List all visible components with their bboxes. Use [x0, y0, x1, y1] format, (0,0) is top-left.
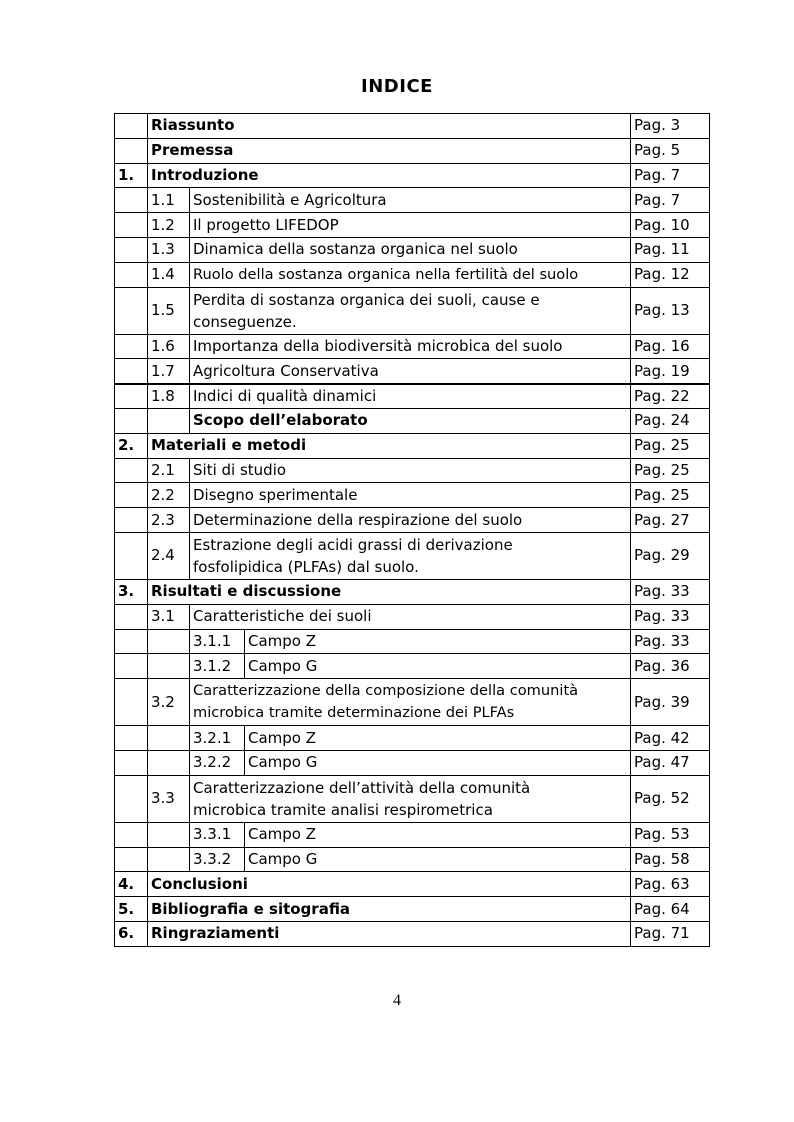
toc-number: 3.2.2	[190, 750, 245, 775]
toc-number: 4.	[115, 872, 148, 897]
toc-number: 2.	[115, 433, 148, 458]
toc-page: Pag. 5	[631, 138, 710, 163]
toc-page: Pag. 39	[631, 679, 710, 726]
toc-row	[115, 287, 710, 334]
toc-row	[115, 359, 710, 384]
toc-page: Pag. 25	[631, 458, 710, 483]
toc-row	[115, 847, 710, 872]
toc-number: 3.1	[148, 604, 190, 629]
toc-row	[115, 213, 710, 238]
toc-empty-cell	[115, 822, 148, 847]
toc-number: 3.	[115, 579, 148, 604]
toc-page: Pag. 10	[631, 213, 710, 238]
toc-page: Pag. 7	[631, 188, 710, 213]
toc-number: 2.1	[148, 458, 190, 483]
toc-number: 1.2	[148, 213, 190, 238]
toc-entry-title[interactable]: Campo G	[245, 847, 631, 872]
toc-row-riassunto	[115, 114, 710, 139]
toc-number: 5.	[115, 897, 148, 922]
toc-page: Pag. 16	[631, 334, 710, 359]
toc-entry-title[interactable]: Ringraziamenti	[148, 921, 631, 946]
toc-number: 1.5	[148, 287, 190, 334]
toc-entry-title[interactable]: Conclusioni	[148, 872, 631, 897]
toc-entry-title[interactable]: Caratteristiche dei suoli	[190, 604, 631, 629]
toc-row	[115, 508, 710, 533]
toc-row	[115, 334, 710, 359]
toc-number	[115, 138, 148, 163]
toc-empty-cell	[115, 458, 148, 483]
toc-empty-cell	[115, 408, 148, 433]
toc-entry-title[interactable]: Caratterizzazione dell’attività della comunità microbica tramite analisi respirometrica	[190, 775, 631, 822]
toc-number: 2.3	[148, 508, 190, 533]
toc-page: Pag. 64	[631, 897, 710, 922]
toc-page: Pag. 71	[631, 921, 710, 946]
toc-entry-title[interactable]: Riassunto	[148, 114, 631, 139]
toc-row-risultati	[115, 579, 710, 604]
toc-number: 3.3.1	[190, 822, 245, 847]
toc-number: 3.2	[148, 679, 190, 726]
toc-page: Pag. 63	[631, 872, 710, 897]
toc-page: Pag. 24	[631, 408, 710, 433]
toc-row	[115, 458, 710, 483]
toc-number: 1.1	[148, 188, 190, 213]
toc-empty-cell	[148, 654, 190, 679]
toc-row	[115, 679, 710, 726]
toc-page: Pag. 33	[631, 579, 710, 604]
toc-entry-title[interactable]: Sostenibilità e Agricoltura	[190, 188, 631, 213]
toc-page: Pag. 58	[631, 847, 710, 872]
toc-page: Pag. 42	[631, 726, 710, 751]
toc-entry-title[interactable]: Ruolo della sostanza organica nella fertilità del suolo	[190, 262, 631, 287]
toc-row-bibliografia	[115, 897, 710, 922]
toc-row	[115, 483, 710, 508]
toc-empty-cell	[115, 629, 148, 654]
toc-empty-cell	[115, 188, 148, 213]
toc-empty-cell	[115, 334, 148, 359]
toc-page: Pag. 27	[631, 508, 710, 533]
toc-row	[115, 237, 710, 262]
toc-empty-cell	[115, 604, 148, 629]
toc-entry-title[interactable]: Campo Z	[245, 629, 631, 654]
toc-row	[115, 384, 710, 409]
toc-entry-title[interactable]: Bibliografia e sitografia	[148, 897, 631, 922]
toc-row-ringraziamenti	[115, 921, 710, 946]
toc-entry-title[interactable]: Perdita di sostanza organica dei suoli, cause e conseguenze.	[190, 287, 631, 334]
toc-page: Pag. 25	[631, 433, 710, 458]
toc-entry-title[interactable]: Scopo dell’elaborato	[190, 408, 631, 433]
toc-page: Pag. 52	[631, 775, 710, 822]
toc-entry-title[interactable]: Campo Z	[245, 726, 631, 751]
toc-empty-cell	[148, 847, 190, 872]
toc-number: 3.1.1	[190, 629, 245, 654]
page-number: 4	[393, 992, 401, 1009]
toc-row	[115, 408, 710, 433]
toc-entry-title[interactable]: Dinamica della sostanza organica nel suolo	[190, 237, 631, 262]
toc-row	[115, 822, 710, 847]
toc-number: 1.7	[148, 359, 190, 384]
toc-number	[148, 408, 190, 433]
toc-empty-cell	[115, 359, 148, 384]
toc-row	[115, 262, 710, 287]
toc-entry-title[interactable]: Estrazione degli acidi grassi di derivazione fosfolipidica (PLFAs) dal suolo.	[190, 532, 631, 579]
toc-row	[115, 629, 710, 654]
toc-row	[115, 726, 710, 751]
toc-page: Pag. 11	[631, 237, 710, 262]
toc-number: 1.4	[148, 262, 190, 287]
toc-row	[115, 750, 710, 775]
toc-empty-cell	[115, 679, 148, 726]
toc-entry-title[interactable]: Il progetto LIFEDOP	[190, 213, 631, 238]
toc-page: Pag. 3	[631, 114, 710, 139]
toc-page: Pag. 53	[631, 822, 710, 847]
toc-entry-title[interactable]: Siti di studio	[190, 458, 631, 483]
toc-number: 1.8	[148, 384, 190, 409]
toc-empty-cell	[115, 508, 148, 533]
toc-empty-cell	[115, 847, 148, 872]
toc-row-conclusioni	[115, 872, 710, 897]
toc-row-premessa	[115, 138, 710, 163]
toc-number	[115, 114, 148, 139]
toc-empty-cell	[115, 532, 148, 579]
toc-number: 3.3.2	[190, 847, 245, 872]
toc-entry-title[interactable]: Caratterizzazione della composizione della comunità microbica tramite determinazione dei PLFAs	[190, 679, 631, 726]
toc-empty-cell	[148, 726, 190, 751]
toc-empty-cell	[148, 629, 190, 654]
toc-page: Pag. 29	[631, 532, 710, 579]
toc-page: Pag. 7	[631, 163, 710, 188]
toc-entry-title[interactable]: Campo Z	[245, 822, 631, 847]
toc-page: Pag. 33	[631, 629, 710, 654]
toc-number: 3.1.2	[190, 654, 245, 679]
toc-entry-title[interactable]: Introduzione	[148, 163, 631, 188]
toc-page: Pag. 13	[631, 287, 710, 334]
page-title: INDICE	[361, 76, 433, 97]
toc-number: 2.4	[148, 532, 190, 579]
toc-row-introduzione	[115, 163, 710, 188]
toc-number: 1.6	[148, 334, 190, 359]
toc-page: Pag. 33	[631, 604, 710, 629]
toc-entry-title[interactable]: Risultati e discussione	[148, 579, 631, 604]
toc-empty-cell	[115, 750, 148, 775]
toc-empty-cell	[115, 262, 148, 287]
toc-number: 6.	[115, 921, 148, 946]
toc-empty-cell	[148, 822, 190, 847]
toc-entry-title[interactable]: Materiali e metodi	[148, 433, 631, 458]
toc-number: 2.2	[148, 483, 190, 508]
toc-empty-cell	[115, 726, 148, 751]
toc-row	[115, 775, 710, 822]
toc-row	[115, 604, 710, 629]
toc-entry-title[interactable]: Campo G	[245, 750, 631, 775]
toc-entry-title[interactable]: Campo G	[245, 654, 631, 679]
toc-entry-title[interactable]: Determinazione della respirazione del suolo	[190, 508, 631, 533]
toc-empty-cell	[115, 654, 148, 679]
toc-row	[115, 188, 710, 213]
toc-empty-cell	[115, 237, 148, 262]
toc-number: 3.2.1	[190, 726, 245, 751]
toc-empty-cell	[115, 384, 148, 409]
toc-page: Pag. 25	[631, 483, 710, 508]
toc-entry-title[interactable]: Agricoltura Conservativa	[190, 359, 631, 384]
toc-row	[115, 532, 710, 579]
toc-page: Pag. 19	[631, 359, 710, 384]
toc-entry-title[interactable]: Disegno sperimentale	[190, 483, 631, 508]
toc-page: Pag. 47	[631, 750, 710, 775]
table-of-contents	[114, 113, 710, 947]
toc-empty-cell	[115, 483, 148, 508]
toc-row	[115, 654, 710, 679]
toc-empty-cell	[115, 287, 148, 334]
toc-number: 3.3	[148, 775, 190, 822]
toc-entry-title[interactable]: Importanza della biodiversità microbica del suolo	[190, 334, 631, 359]
toc-entry-title[interactable]: Indici di qualità dinamici	[190, 384, 631, 409]
toc-entry-title[interactable]: Premessa	[148, 138, 631, 163]
toc-row-materiali	[115, 433, 710, 458]
toc-page: Pag. 12	[631, 262, 710, 287]
toc-empty-cell	[148, 750, 190, 775]
toc-empty-cell	[115, 775, 148, 822]
toc-page: Pag. 36	[631, 654, 710, 679]
toc-number: 1.	[115, 163, 148, 188]
toc-page: Pag. 22	[631, 384, 710, 409]
toc-empty-cell	[115, 213, 148, 238]
toc-number: 1.3	[148, 237, 190, 262]
